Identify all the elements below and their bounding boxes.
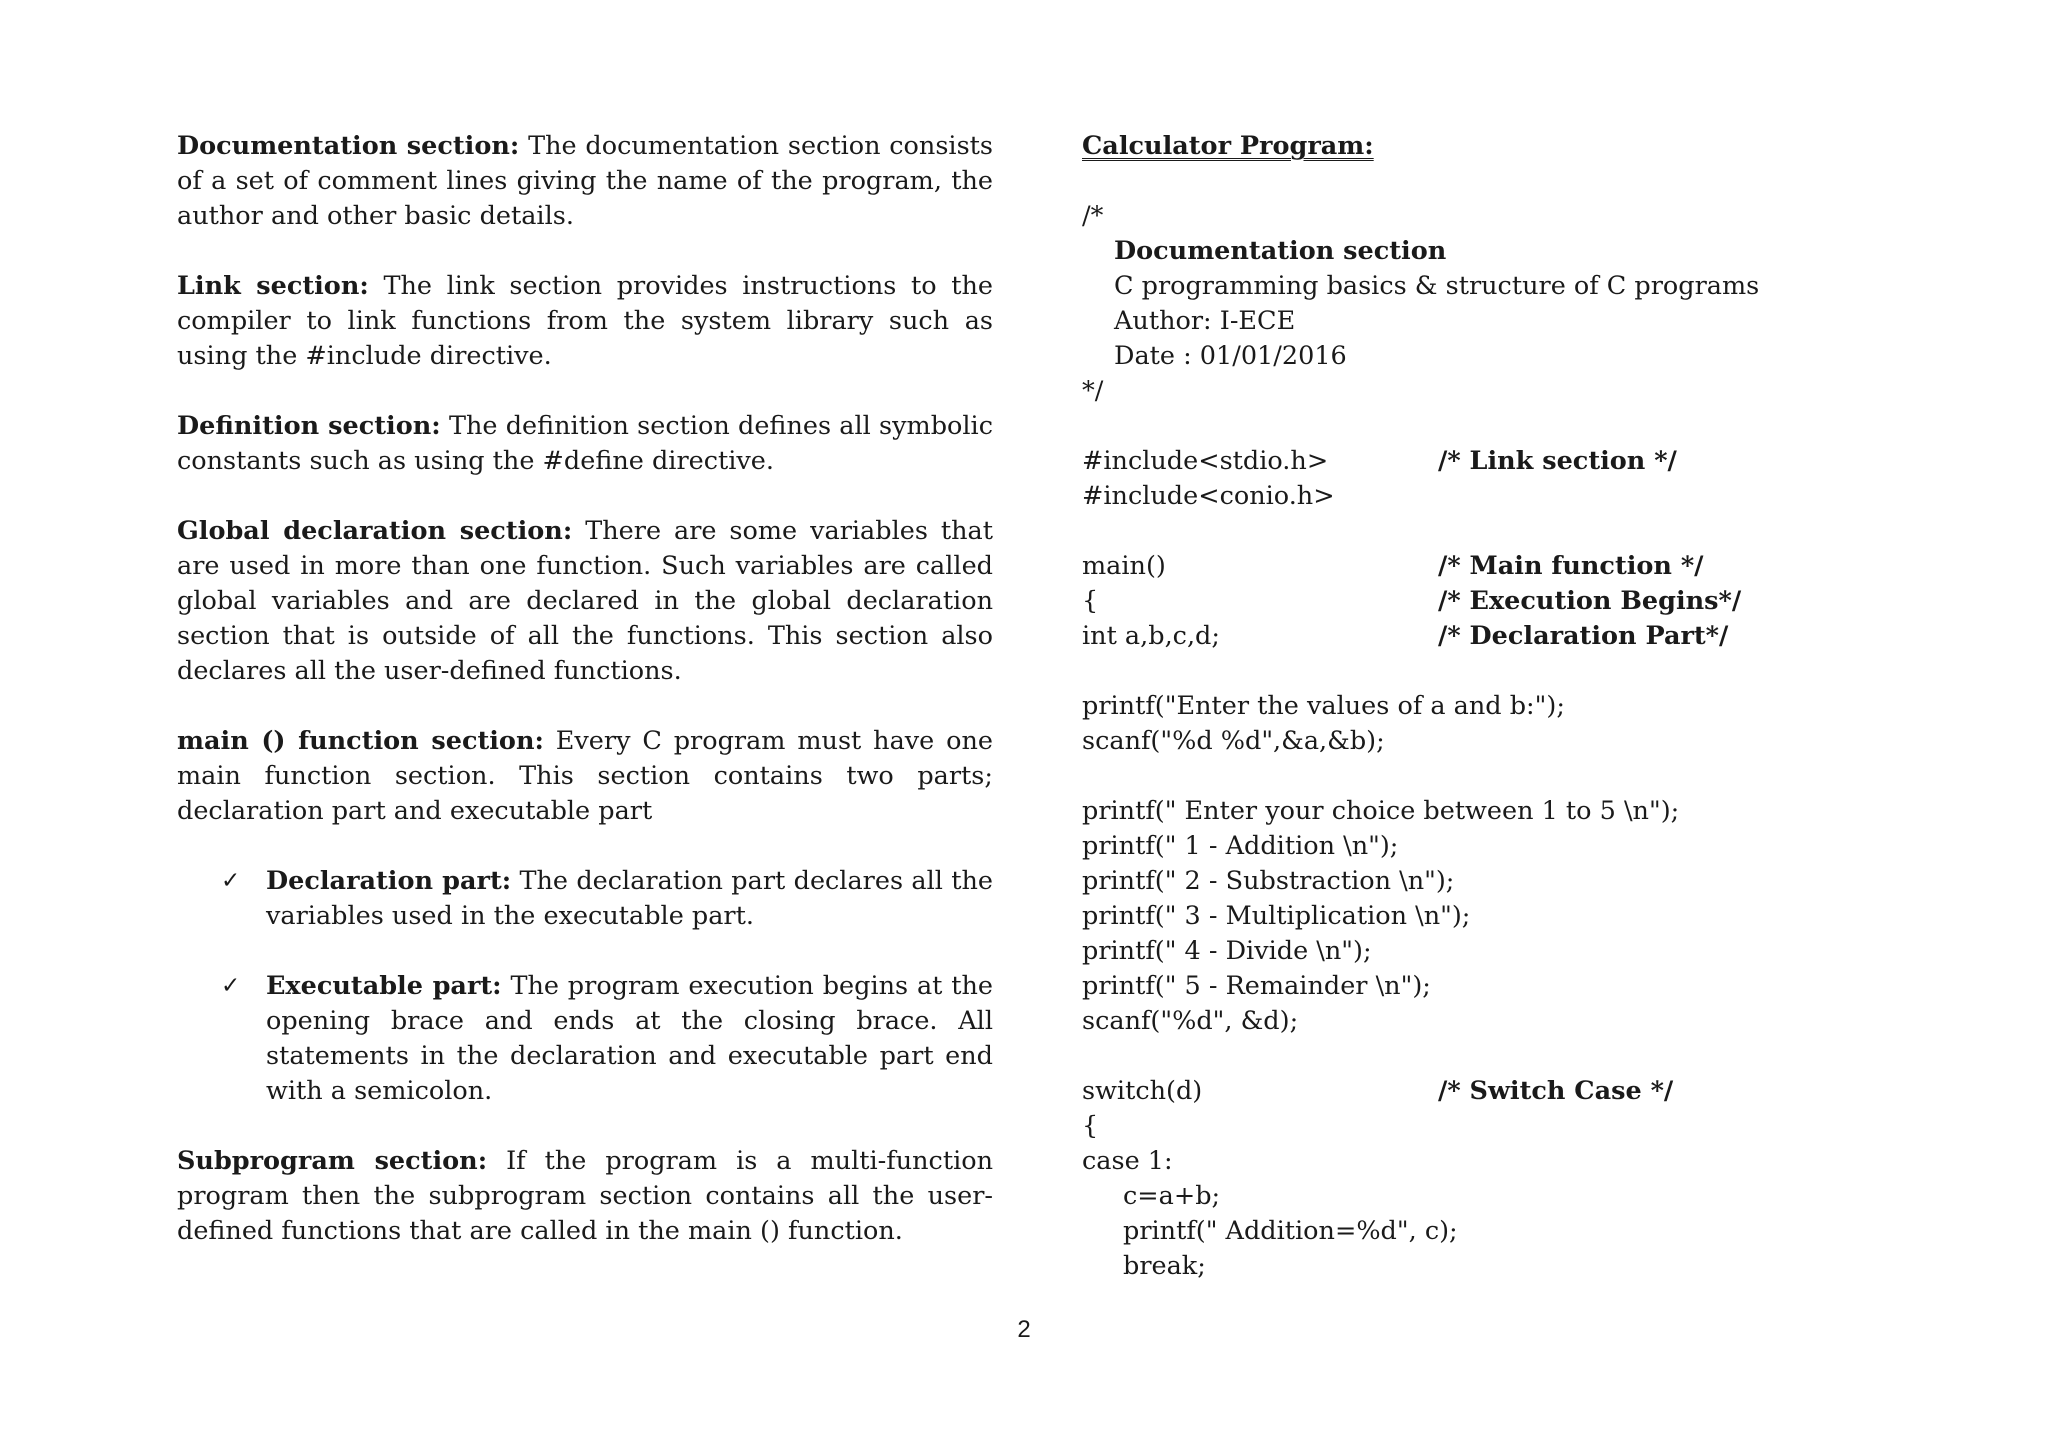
code-line (1082, 444, 1942, 479)
code-line: c=a+b; (1123, 1181, 1221, 1211)
declaration-part-text: The declaration part declares all the variables used in the executable part. (266, 866, 993, 931)
code-line: printf(" Addition=%d", c); (1123, 1216, 1458, 1246)
subprogram-section-paragraph (177, 1144, 993, 1249)
switch-statement: switch(d) (1082, 1076, 1203, 1106)
right-column (1082, 129, 1942, 1284)
include-stdio: #include<stdio.h> (1082, 446, 1329, 476)
documentation-section-paragraph (177, 129, 993, 234)
code-line: printf(" 1 - Addition \n"); (1082, 831, 1399, 861)
left-column (177, 129, 993, 1284)
code-line: scanf("%d", &d); (1082, 1006, 1299, 1036)
global-declaration-paragraph (177, 514, 993, 689)
code-line: printf("Enter the values of a and b:"); (1082, 691, 1565, 721)
code-line (1082, 199, 1942, 234)
subprogram-section-text: If the program is a multi-function program then the subprogram section contains all the user-defined functions that are called in the main () function. (177, 1146, 994, 1246)
declaration-part-heading: Declaration part: (266, 866, 512, 896)
bullet-executable-part (177, 969, 993, 1109)
comment-open: /* (1082, 201, 1104, 231)
code-line: printf(" 5 - Remainder \n"); (1082, 971, 1431, 1001)
comment-close: */ (1082, 376, 1104, 406)
link-section-heading: Link section: (177, 271, 369, 301)
code-line (1082, 374, 1942, 409)
executable-part-heading: Executable part: (266, 971, 502, 1001)
declaration-part-comment: /* Declaration Part*/ (1438, 621, 1729, 651)
executable-part-text: The program execution begins at the opening brace and ends at the closing brace. All statements in the declaration and executable part end with a semicolon. (266, 971, 994, 1106)
code-line (1082, 1074, 1942, 1109)
blank-line (1082, 654, 1942, 689)
code-line: break; (1123, 1251, 1206, 1281)
blank-line (1082, 409, 1942, 444)
execution-begins-comment: /* Execution Begins*/ (1438, 586, 1742, 616)
blank-line (1082, 514, 1942, 549)
code-line: C programming basics & structure of C programs (1114, 271, 1760, 301)
link-section-paragraph (177, 269, 993, 374)
open-brace: { (1082, 586, 1099, 616)
program-title: Calculator Program: (1082, 131, 1374, 161)
code-line (1082, 479, 1942, 514)
switch-case-comment: /* Switch Case */ (1438, 1076, 1674, 1106)
code-line: { (1082, 1111, 1099, 1141)
global-declaration-heading: Global declaration section: (177, 516, 573, 546)
main-declaration: main() (1082, 551, 1166, 581)
definition-section-heading: Definition section: (177, 411, 441, 441)
main-function-paragraph (177, 724, 993, 829)
subprogram-section-heading: Subprogram section: (177, 1146, 488, 1176)
bullet-declaration-part (177, 864, 993, 934)
variable-declaration: int a,b,c,d; (1082, 621, 1220, 651)
link-section-comment: /* Link section */ (1438, 446, 1677, 476)
code-line: scanf("%d %d",&a,&b); (1082, 726, 1385, 756)
documentation-section-text: The documentation section consists of a set of comment lines giving the name of the program, the author and other basic details. (177, 131, 993, 231)
definition-section-paragraph (177, 409, 993, 479)
code-line (1082, 549, 1942, 584)
main-function-heading: main () function section: (177, 726, 544, 756)
code-line: printf(" 4 - Divide \n"); (1082, 936, 1372, 966)
code-line: Author: I-ECE (1114, 306, 1296, 336)
code-line (1082, 584, 1942, 619)
documentation-section-heading: Documentation section: (177, 131, 520, 161)
code-line (1082, 619, 1942, 654)
checkmark-icon: ✓ (221, 973, 241, 999)
definition-section-text: The definition section defines all symbolic constants such as using the #define directive. (177, 411, 993, 476)
global-declaration-text: There are some variables that are used in more than one function. Such variables are called global variables and are declared in the global declaration section that is outside of all the functions. This section also declares all the user-defined functions. (177, 516, 993, 686)
include-conio: #include<conio.h> (1082, 481, 1335, 511)
checkmark-icon: ✓ (221, 868, 241, 894)
code-line: printf(" Enter your choice between 1 to 5 \n"); (1082, 796, 1680, 826)
code-line: Documentation section (1114, 236, 1447, 266)
main-function-comment: /* Main function */ (1438, 551, 1704, 581)
page-number: 2 (1017, 1316, 1031, 1343)
blank-line (1082, 759, 1942, 794)
link-section-text: The link section provides instructions to the compiler to link functions from the system library such as using the #include directive. (177, 271, 993, 371)
code-line: Date : 01/01/2016 (1114, 341, 1347, 371)
main-function-text: Every C program must have one main function section. This section contains two parts; declaration part and executable part (177, 726, 994, 826)
code-line: case 1: (1082, 1146, 1173, 1176)
code-line: printf(" 2 - Substraction \n"); (1082, 866, 1455, 896)
code-line: printf(" 3 - Multiplication \n"); (1082, 901, 1471, 931)
blank-line (1082, 1039, 1942, 1074)
